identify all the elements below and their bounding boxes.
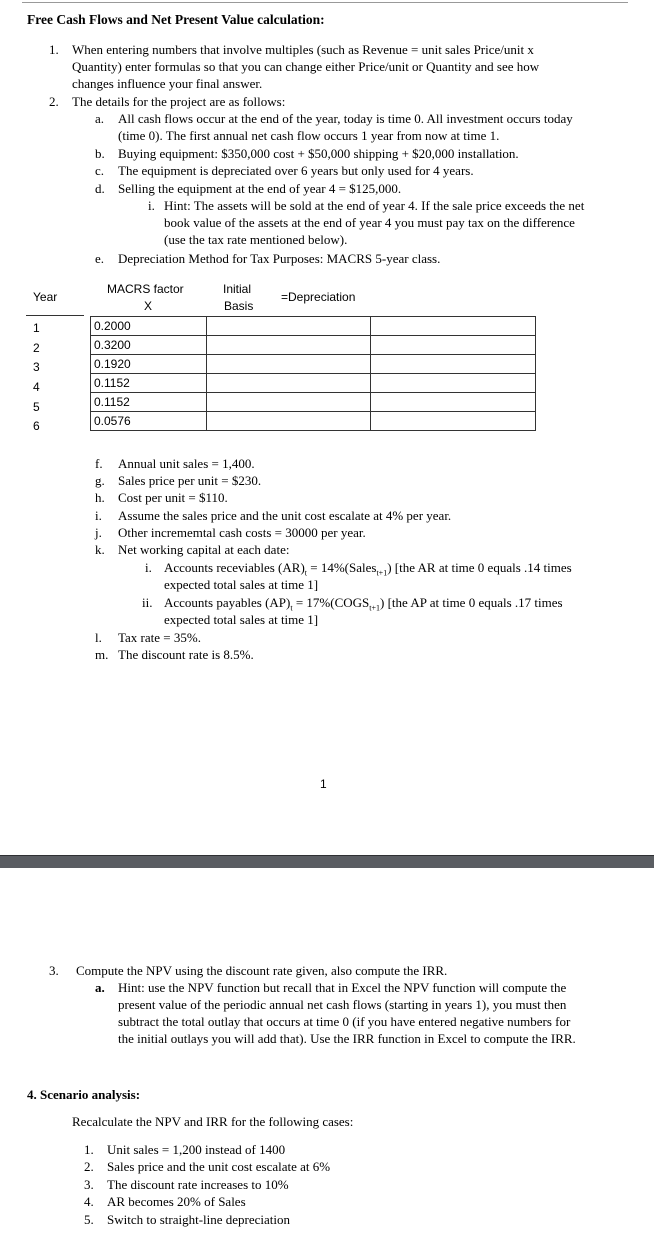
page-number: 1 bbox=[320, 777, 327, 791]
item-2-number: 2. bbox=[49, 94, 59, 109]
item-j-text: Other incrememtal cash costs = 30000 per year. bbox=[118, 525, 366, 540]
table-row bbox=[91, 317, 536, 336]
item-2a-line-1: All cash flows occur at the end of the year, today is time 0. All investment occurs today bbox=[118, 111, 573, 126]
initial-basis-cell[interactable] bbox=[207, 412, 371, 431]
item-k-i-line-2: expected total sales at time 1] bbox=[164, 577, 319, 592]
item-l-text: Tax rate = 35%. bbox=[118, 630, 201, 645]
page-break-divider bbox=[0, 855, 654, 868]
item-m-text: The discount rate is 8.5%. bbox=[118, 647, 254, 662]
year-label: 4 bbox=[33, 380, 40, 394]
item-3a-line-3: subtract the total outlay that occurs at time 0 (if you have entered negative numbers for bbox=[118, 1014, 571, 1029]
item-2a-line-2: (time 0). The first annual net cash flow occurs 1 year from now at time 1. bbox=[118, 128, 500, 143]
item-3a-line-2: present value of the periodic annual net cash flows (starting in years 1), you must then bbox=[118, 997, 567, 1012]
item-2-text: The details for the project are as follows: bbox=[72, 94, 286, 109]
ap-note: ) [the AP at time 0 equals .17 times bbox=[380, 595, 563, 610]
item-2d-i-line-3: (use the tax rate mentioned below). bbox=[164, 232, 348, 247]
item-i-text: Assume the sales price and the unit cost escalate at 4% per year. bbox=[118, 508, 452, 523]
item-2d-text: Selling the equipment at the end of year 4 = $125,000. bbox=[118, 181, 402, 196]
macrs-factor-cell: 0.1920 bbox=[91, 355, 207, 374]
macrs-table bbox=[90, 316, 536, 431]
scenario-case: Unit sales = 1,200 instead of 1400 bbox=[107, 1142, 286, 1157]
scenario-case-number: 2. bbox=[84, 1159, 94, 1174]
year-label: 1 bbox=[33, 321, 40, 335]
ap-formula: = 17%(COGS bbox=[292, 595, 370, 610]
item-l-number: l. bbox=[95, 630, 102, 645]
macrs-factor-cell: 0.0576 bbox=[91, 412, 207, 431]
item-3a-number: a. bbox=[95, 980, 105, 995]
scenario-case-number: 3. bbox=[84, 1177, 94, 1192]
macrs-factor-cell: 0.1152 bbox=[91, 374, 207, 393]
scenario-case: Sales price and the unit cost escalate at 6% bbox=[107, 1159, 331, 1174]
table-row bbox=[91, 412, 536, 431]
cogs-subscript: t+1 bbox=[369, 603, 380, 613]
scenario-case-number: 4. bbox=[84, 1194, 94, 1209]
ar-subscript: t bbox=[304, 568, 308, 578]
item-k-i-line-1 bbox=[164, 559, 572, 576]
scenario-case-number: 1. bbox=[84, 1142, 94, 1157]
table-row bbox=[91, 355, 536, 374]
depreciation-cell[interactable] bbox=[371, 412, 536, 431]
item-j-number: j. bbox=[95, 525, 102, 540]
item-2c-number: c. bbox=[95, 163, 105, 178]
depreciation-cell[interactable] bbox=[371, 355, 536, 374]
macrs-factor-cell: 0.3200 bbox=[91, 336, 207, 355]
year-label: 6 bbox=[33, 419, 40, 433]
item-3-number: 3. bbox=[49, 963, 59, 978]
ar-text: Accounts receviables (AR) bbox=[164, 560, 305, 575]
item-2b-number: b. bbox=[95, 146, 105, 161]
depreciation-cell[interactable] bbox=[371, 317, 536, 336]
initial-basis-cell[interactable] bbox=[207, 374, 371, 393]
item-2a-number: a. bbox=[95, 111, 105, 126]
item-3a-line-4: the initial outlays you will add that). Use the IRR function in Excel to compute the IRR. bbox=[118, 1031, 576, 1046]
item-2e-text: Depreciation Method for Tax Purposes: MACRS 5-year class. bbox=[118, 251, 441, 266]
top-rule bbox=[22, 2, 628, 3]
scenario-intro: Recalculate the NPV and IRR for the following cases: bbox=[72, 1114, 354, 1129]
ar-formula: = 14%(Sales bbox=[307, 560, 377, 575]
item-k-ii-line-2: expected total sales at time 1] bbox=[164, 612, 319, 627]
item-1-line-1: When entering numbers that involve multiples (such as Revenue = unit sales Price/unit x bbox=[72, 42, 534, 57]
table-header-macrs: MACRS factor bbox=[107, 282, 184, 296]
table-row bbox=[91, 374, 536, 393]
item-h-number: h. bbox=[95, 490, 105, 505]
ar-note: ) [the AR at time 0 equals .14 times bbox=[387, 560, 572, 575]
item-2c-text: The equipment is depreciated over 6 years but only used for 4 years. bbox=[118, 163, 474, 178]
item-m-number: m. bbox=[95, 647, 109, 662]
depreciation-cell[interactable] bbox=[371, 393, 536, 412]
ap-text: Accounts payables (AP) bbox=[164, 595, 291, 610]
year-column-rule bbox=[26, 315, 84, 316]
item-3a-line-1: Hint: use the NPV function but recall that in Excel the NPV function will compute the bbox=[118, 980, 567, 995]
table-header-basis: Basis bbox=[224, 299, 254, 313]
item-1-number: 1. bbox=[49, 42, 59, 57]
table-header-times: X bbox=[144, 299, 153, 313]
page-title: Free Cash Flows and Net Present Value calculation: bbox=[27, 12, 325, 27]
item-k-i-number: i. bbox=[145, 560, 152, 575]
item-f-number: f. bbox=[95, 456, 103, 471]
item-k-ii-line-1 bbox=[164, 594, 563, 611]
table-header-initial: Initial bbox=[223, 282, 252, 296]
year-label: 3 bbox=[33, 360, 40, 374]
scenario-case: Switch to straight-line depreciation bbox=[107, 1212, 291, 1227]
table-row bbox=[91, 336, 536, 355]
scenario-heading: 4. Scenario analysis: bbox=[27, 1087, 141, 1102]
initial-basis-cell[interactable] bbox=[207, 393, 371, 412]
scenario-case-number: 5. bbox=[84, 1212, 94, 1227]
item-1-line-3: changes influence your final answer. bbox=[72, 76, 263, 91]
item-2e-number: e. bbox=[95, 251, 105, 266]
initial-basis-cell[interactable] bbox=[207, 355, 371, 374]
item-g-text: Sales price per unit = $230. bbox=[118, 473, 262, 488]
item-k-text: Net working capital at each date: bbox=[118, 542, 290, 557]
item-k-number: k. bbox=[95, 542, 105, 557]
sales-subscript: t+1 bbox=[376, 568, 388, 578]
year-label: 2 bbox=[33, 341, 40, 355]
macrs-factor-cell: 0.2000 bbox=[91, 317, 207, 336]
item-i-number: i. bbox=[95, 508, 102, 523]
item-1-line-2: Quantity) enter formulas so that you can change either Price/unit or Quantity and see how bbox=[72, 59, 540, 74]
item-h-text: Cost per unit = $110. bbox=[118, 490, 228, 505]
item-k-ii-number: ii. bbox=[142, 595, 153, 610]
initial-basis-cell[interactable] bbox=[207, 317, 371, 336]
ap-subscript: t bbox=[290, 603, 293, 613]
scenario-case: AR becomes 20% of Sales bbox=[107, 1194, 246, 1209]
item-2d-i-number: i. bbox=[148, 198, 155, 213]
item-2d-i-line-1: Hint: The assets will be sold at the end of year 4. If the sale price exceeds the net bbox=[164, 198, 585, 213]
depreciation-cell[interactable] bbox=[371, 336, 536, 355]
item-2d-number: d. bbox=[95, 181, 105, 196]
initial-basis-cell[interactable] bbox=[207, 336, 371, 355]
table-header-year: Year bbox=[33, 290, 58, 304]
scenario-case: The discount rate increases to 10% bbox=[107, 1177, 289, 1192]
table-row bbox=[91, 393, 536, 412]
year-label: 5 bbox=[33, 400, 40, 414]
item-f-text: Annual unit sales = 1,400. bbox=[118, 456, 255, 471]
macrs-factor-cell: 0.1152 bbox=[91, 393, 207, 412]
item-2b-text: Buying equipment: $350,000 cost + $50,000 shipping + $20,000 installation. bbox=[118, 146, 519, 161]
table-header-depreciation: =Depreciation bbox=[281, 290, 356, 304]
item-2d-i-line-2: book value of the assets at the end of year 4 you must pay tax on the difference bbox=[164, 215, 575, 230]
item-g-number: g. bbox=[95, 473, 105, 488]
item-3-text: Compute the NPV using the discount rate given, also compute the IRR. bbox=[76, 963, 448, 978]
depreciation-cell[interactable] bbox=[371, 374, 536, 393]
